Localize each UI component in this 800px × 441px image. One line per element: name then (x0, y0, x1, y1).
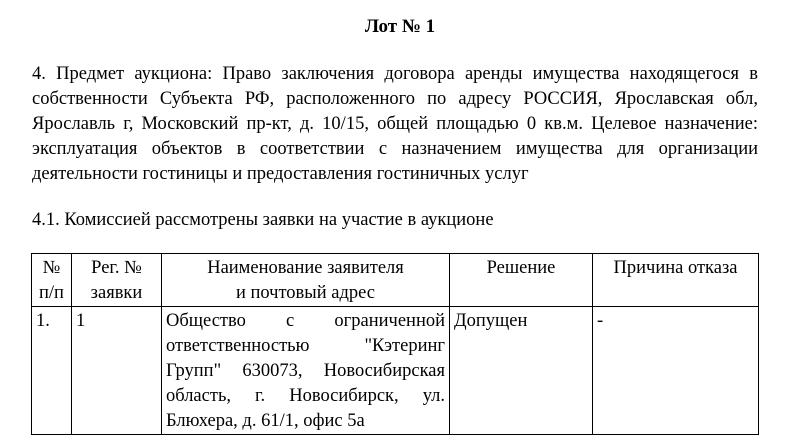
header-reg (72, 254, 162, 307)
applications-table (31, 253, 759, 435)
header-num-line2: п/п (39, 283, 64, 303)
auction-subject-paragraph: 4. Предмет аукциона: Право заключения договора аренды имущества находящегося в собственности Субъекта РФ, расположенного по адресу РОССИЯ, Ярославская обл, Ярославль г, Московский пр-кт, д. 10/15, общей площадью 0 кв.м. Целевое назначение: эксплуатация объектов в соответствии с назначением имущества для организации деятельности гостиницы и предоставления гостиничных услуг (32, 64, 758, 184)
header-reason (593, 254, 759, 307)
header-reason-label: Причина отказа (613, 258, 738, 278)
row-num: 1. (32, 307, 72, 435)
table-header-row (32, 254, 759, 307)
row-decision: Допущен (450, 307, 593, 435)
header-num (32, 254, 72, 307)
row-applicant: Общество с ограниченной ответственностью "Кэтеринг Групп" 630073, Новосибирская область, г. Новосибирск, ул. Блюхера, д. 61/1, офис 5а (162, 307, 450, 435)
header-applicant-line2: и почтовый адрес (235, 283, 376, 303)
header-applicant (162, 254, 450, 307)
header-reg-line1: Рег. № (91, 258, 142, 278)
table-row (32, 307, 759, 435)
header-decision-label: Решение (486, 258, 556, 278)
row-reason: - (593, 307, 759, 435)
header-reg-line2: заявки (90, 283, 143, 303)
row-reg: 1 (72, 307, 162, 435)
lot-title: Лот № 1 (364, 16, 436, 37)
applications-reviewed-heading: 4.1. Комиссией рассмотрены заявки на участие в аукционе (32, 210, 494, 230)
header-num-line1: № (42, 258, 61, 278)
header-decision (450, 254, 593, 307)
header-applicant-line1: Наименование заявителя (207, 258, 404, 278)
